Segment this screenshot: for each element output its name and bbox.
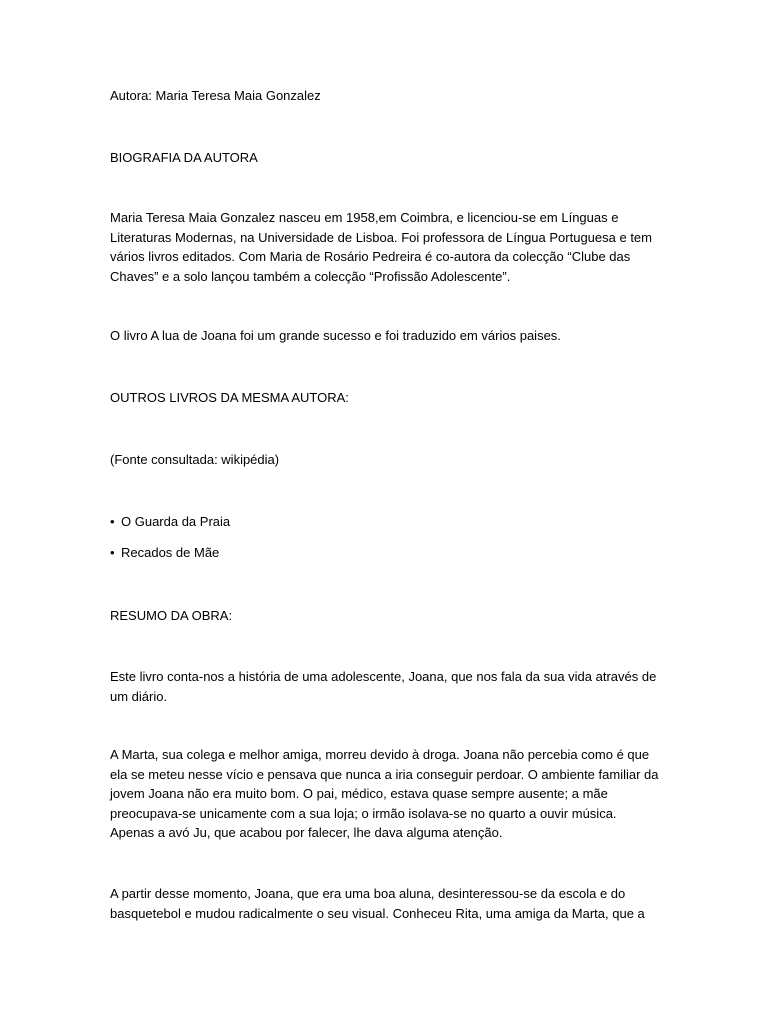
other-books-heading: OUTROS LIVROS DA MESMA AUTORA: <box>110 390 349 405</box>
bio-line: vários livros editados. Com Maria de Rosário Pedreira é co-autora da colecção “Clube das <box>110 249 631 264</box>
bio-paragraph <box>110 208 658 286</box>
summary-line: preocupava-se unicamente com a sua loja; o irmão isolava-se no quarto a ouvir música. <box>110 805 617 821</box>
summary-heading: RESUMO DA OBRA: <box>110 608 233 623</box>
bio-heading: BIOGRAFIA DA AUTORA <box>110 150 258 165</box>
summary-paragraph-1 <box>110 667 658 706</box>
bio-line: Maria Teresa Maia Gonzalez nasceu em 1958,em Coimbra, e licenciou-se em Línguas e <box>110 210 619 225</box>
bullet-icon: • <box>110 545 115 560</box>
summary-line: um diário. <box>110 688 168 704</box>
summary-line: Apenas a avó Ju, que acabou por falecer, lhe dava alguma atenção. <box>110 825 503 840</box>
bio-line: Chaves” e a solo lançou também a colecção “Profissão Adolescente”. <box>110 268 511 284</box>
summary-line: A Marta, sua colega e melhor amiga, morreu devido à droga. Joana não percebia como é que <box>110 747 650 762</box>
source-line: (Fonte consultada: wikipédia) <box>110 452 280 467</box>
summary-line: Este livro conta-nos a história de uma adolescente, Joana, que nos fala da sua vida através de <box>110 669 657 684</box>
book-list-item <box>110 512 230 532</box>
summary-line: ela se meteu nesse vício e pensava que nunca a iria conseguir perdoar. O ambiente familiar da <box>110 766 659 782</box>
book-title: O Guarda da Praia <box>121 514 231 529</box>
bio-line: Literaturas Modernas, na Universidade de Lisboa. Foi professora de Língua Portuguesa e tem <box>110 229 652 245</box>
book-list-item <box>110 543 219 563</box>
summary-line: A partir desse momento, Joana, que era uma boa aluna, desinteressou-se da escola e do <box>110 886 626 901</box>
summary-paragraph-3 <box>110 884 658 923</box>
summary-paragraph-2 <box>110 745 658 843</box>
summary-line: basquetebol e mudou radicalmente o seu visual. Conheceu Rita, uma amiga da Marta, que a <box>110 905 645 921</box>
author-line: Autora: Maria Teresa Maia Gonzalez <box>110 88 321 103</box>
success-line: O livro A lua de Joana foi um grande sucesso e foi traduzido em vários paises. <box>110 328 561 343</box>
book-title: Recados de Mãe <box>121 545 220 560</box>
bullet-icon: • <box>110 514 115 529</box>
summary-line: jovem Joana não era muito bom. O pai, médico, estava quase sempre ausente; a mãe <box>110 786 608 801</box>
document-page <box>110 0 658 1024</box>
